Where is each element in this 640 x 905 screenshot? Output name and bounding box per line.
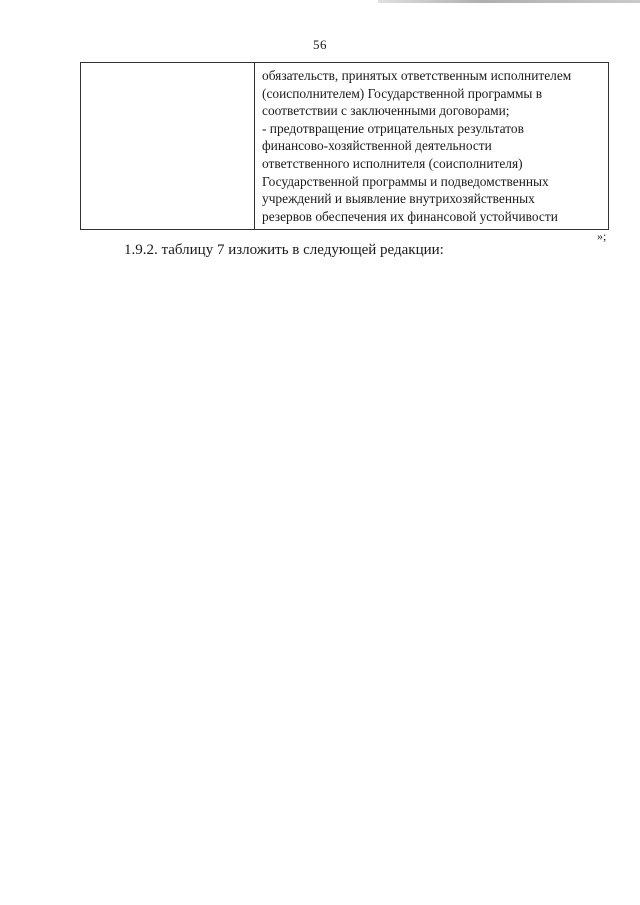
table-cell-line: Государственной программы и подведомственных: [262, 173, 549, 189]
table-cell-empty: [81, 63, 255, 229]
table-cell-line: резервов обеспечения их финансовой устойчивости: [262, 208, 558, 224]
table-cell-text: [255, 63, 608, 229]
table-cell-line: обязательств, принятых ответственным исполнителем: [262, 68, 572, 83]
table-cell-line: финансово-хозяйственной деятельности: [262, 138, 492, 154]
amendment-paragraph: 1.9.2. таблицу 7 изложить в следующей редакции:: [124, 242, 444, 258]
closing-quote-mark: »;: [597, 229, 607, 243]
table-cell-line: соответствии с заключенными договорами;: [262, 103, 510, 119]
table-cell-line: - предотвращение отрицательных результатов: [262, 120, 524, 136]
table-cell-line: (соисполнителем) Государственной программы в: [262, 85, 543, 101]
continuation-table: [80, 62, 609, 230]
table-cell-line: ответственного исполнителя (соисполнителя): [262, 155, 523, 171]
scan-edge-artifact: [378, 0, 640, 3]
page-number: 56: [313, 37, 327, 52]
table-cell-line: учреждений и выявление внутрихозяйственных: [262, 191, 535, 207]
